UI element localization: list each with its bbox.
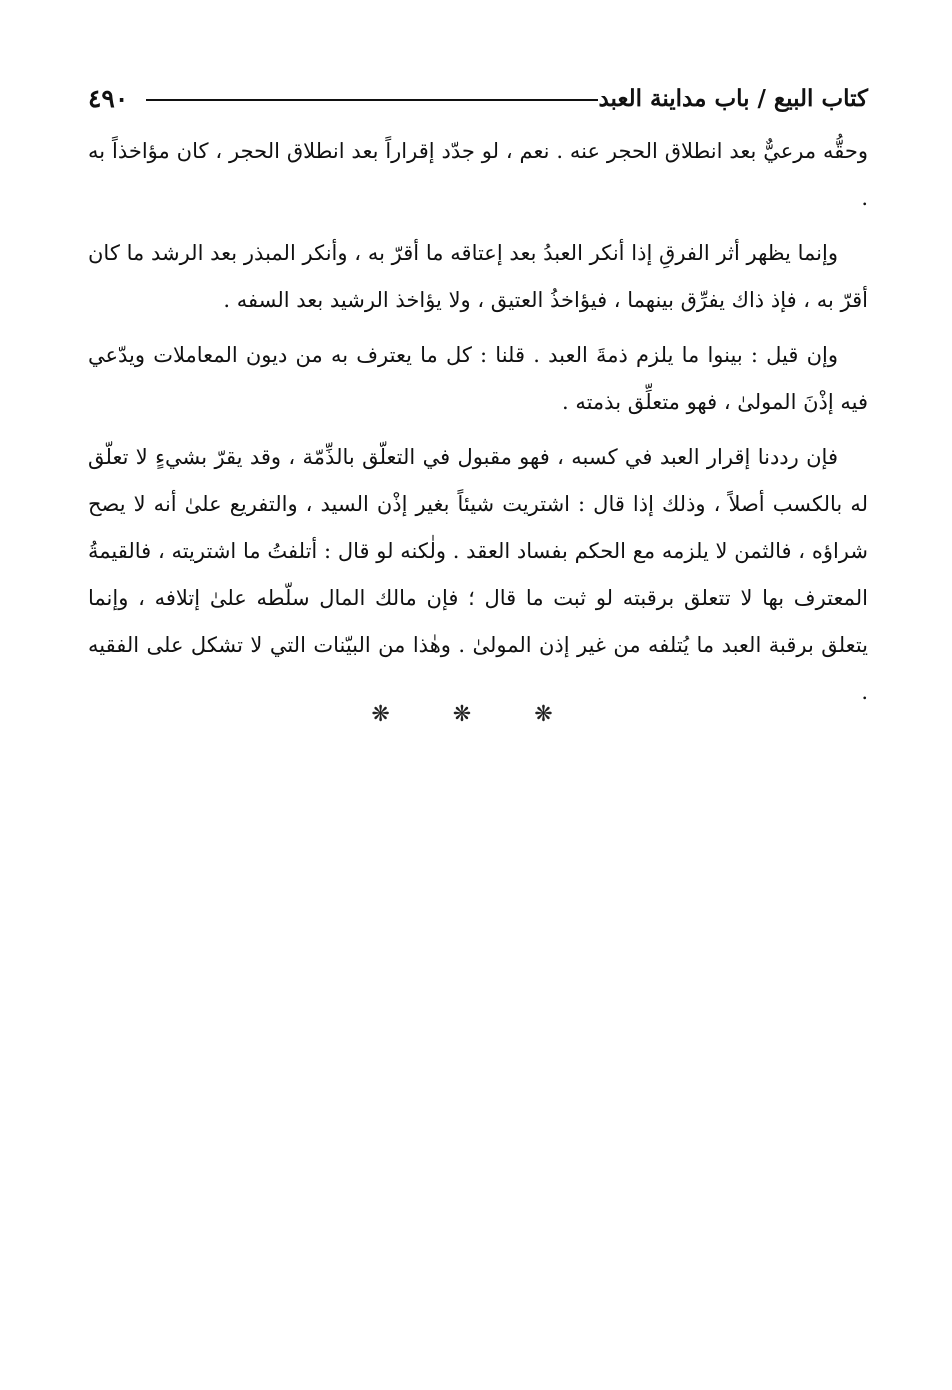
paragraph: وإنما يظهر أثر الفرقِ إذا أنكر العبدُ بعد إعتاقه ما أقرّ به ، وأنكر المبذر بعد الرشد ما كان أقرّ به ، فإذ ذاك يفرِّق بينهما ، فيؤاخذُ العتيق ، ولا يؤاخذ الرشيد بعد السفه .: [88, 241, 868, 312]
paragraph: فإن رددنا إقرار العبد في كسبه ، فهو مقبول في التعلّق بالذِّمّة ، وقد يقرّ بشيءٍ لا تعلّق له بالكسب أصلاً ، وذلك إذا قال : اشتريت شيئاً بغير إذْن السيد ، والتفريع علىٰ أنه لا يصح شراؤه ، فالثمن لا يلزمه مع الحكم بفساد العقد . ولٰكنه لو قال : أتلفتُ ما اشتريته ، فالقيمةُ المعترف بها لا تتعلق برقبته لو ثبت ما قال ؛ فإن مالك المال سلّطه علىٰ إتلافه ، وإنما يتعلق برقبة العبد ما يُتلفه من غير إذن المولىٰ . وهٰذا من البيّنات التي لا تشكل على الفقيه .: [88, 445, 868, 704]
header-title: كتاب البيع / باب مداينة العبد: [598, 84, 868, 112]
body-text: [88, 128, 868, 724]
section-ornament: ❋ ❋ ❋: [371, 702, 581, 727]
running-header: [88, 78, 868, 118]
paragraph: وإن قيل : بينوا ما يلزم ذمةَ العبد . قلنا : كل ما يعترف به من ديون المعاملات ويدّعي فيه إذْنَ المولىٰ ، فهو متعلِّق بذمته .: [88, 343, 868, 414]
paragraph: وحقُّه مرعيٌّ بعد انطلاق الحجر عنه . نعم ، لو جدّد إقراراً بعد انطلاق الحجر ، كان مؤاخذاً به .: [88, 139, 868, 210]
page-number: ٤٩٠: [88, 83, 129, 113]
header-rule: [146, 99, 598, 101]
